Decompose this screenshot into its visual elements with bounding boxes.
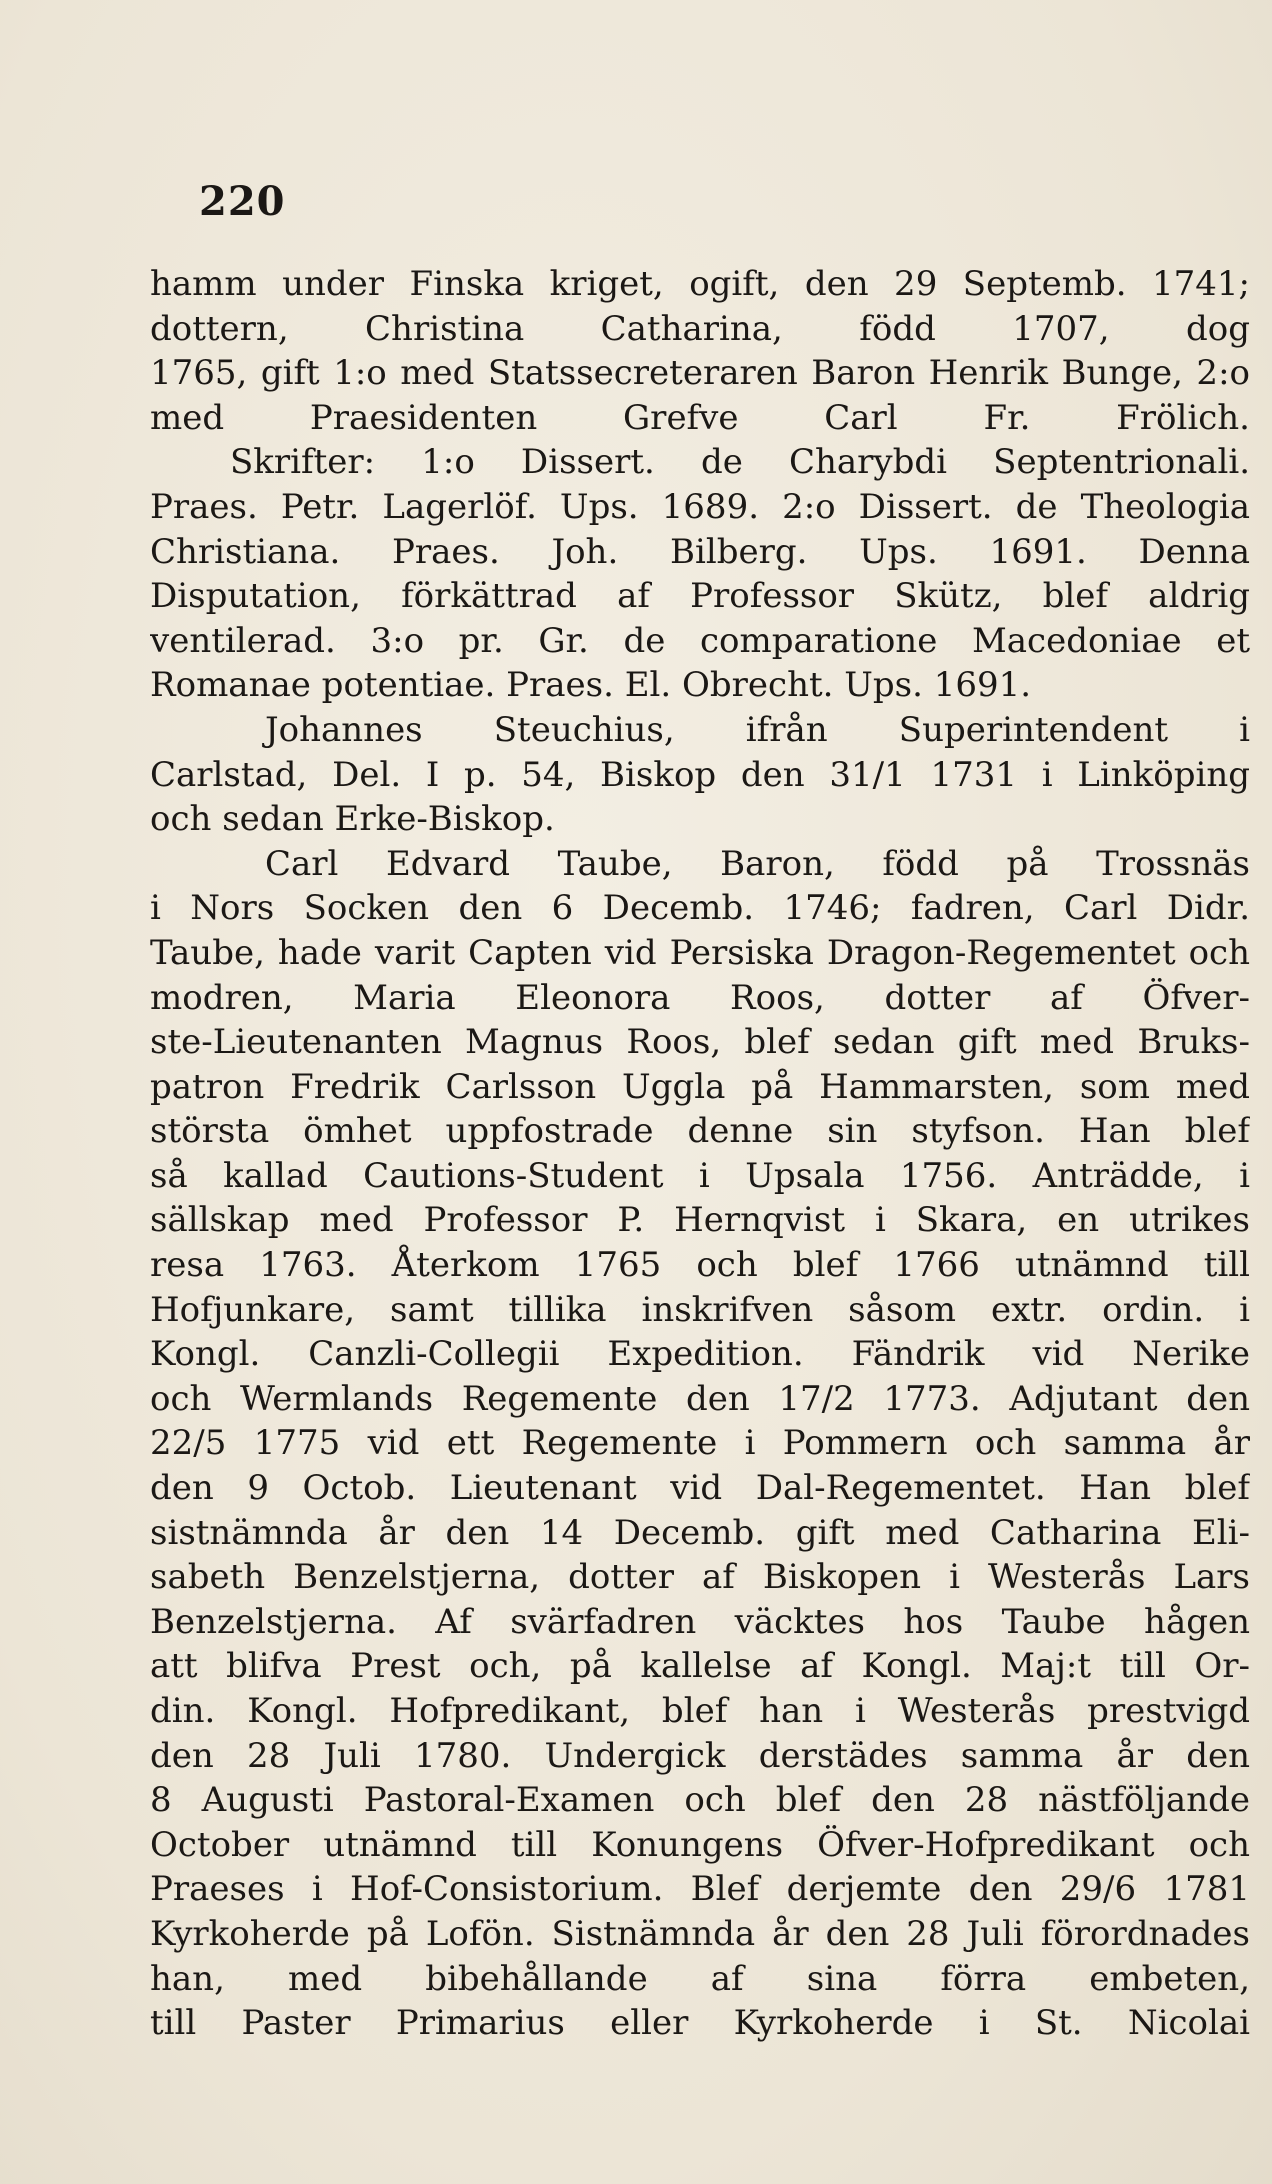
text-line: sabeth Benzelstjerna, dotter af Biskopen i Westerås Lars: [150, 1557, 1250, 1598]
text-line: största ömhet uppfostrade denne sin styfson. Han blef: [150, 1111, 1250, 1152]
text-line: patron Fredrik Carlsson Uggla på Hammarsten, som med: [150, 1066, 1250, 1107]
text-line: att blifva Prest och, på kallelse af Kongl. Maj:t till Or-: [150, 1646, 1250, 1687]
text-line: Johannes Steuchius, ifrån Superintendent i: [265, 709, 1250, 750]
text-line: så kallad Cautions-Student i Upsala 1756. Anträdde, i: [150, 1155, 1250, 1196]
text-line: 22/5 1775 vid ett Regemente i Pommern och samma år: [150, 1423, 1250, 1464]
text-line: October utnämnd till Konungens Öfver-Hofpredikant och: [150, 1824, 1250, 1865]
text-line: den 9 Octob. Lieutenant vid Dal-Regementet. Han blef: [150, 1468, 1250, 1509]
text-line: resa 1763. Återkom 1765 och blef 1766 utnämnd till: [150, 1245, 1250, 1286]
text-line: Taube, hade varit Capten vid Persiska Dragon-Regementet och modren, Maria Eleonora Roos, dotter af Öfver-: [150, 932, 1250, 1018]
text-line: Romanae potentiae. Praes. El. Obrecht. Ups. 1691.: [150, 665, 1032, 706]
text-line: Carl Edvard Taube, Baron, född på Trossnäs: [265, 843, 1250, 884]
text-line: Kongl. Canzli-Collegii Expedition. Fändrik vid Nerike: [150, 1334, 1250, 1375]
text-line: Benzelstjerna. Af svärfadren väcktes hos Taube hågen: [150, 1601, 1250, 1642]
text-line: 8 Augusti Pastoral-Examen och blef den 28 nästföljande: [150, 1780, 1250, 1821]
text-line: den 28 Juli 1780. Undergick derstädes samma år den: [150, 1735, 1250, 1776]
text-line: Carlstad, Del. I p. 54, Biskop den 31/1 1731 i Linköping: [150, 754, 1250, 795]
text-line: i Nors Socken den 6 Decemb. 1746; fadren, Carl Didr.: [150, 888, 1250, 929]
text-line: och sedan Erke-Biskop.: [150, 799, 555, 840]
text-line: hamm under Finska kriget, ogift, den 29 Septemb. 1741;: [150, 264, 1250, 304]
text-line: ventilerad. 3:o pr. Gr. de comparatione Macedoniae et: [150, 620, 1250, 661]
text-line: till Paster Primarius eller Kyrkoherde i St. Nicolai: [150, 2003, 1250, 2044]
text-line: sistnämnda år den 14 Decemb. gift med Catharina Eli-: [150, 1512, 1250, 1553]
text-line: Kyrkoherde på Lofön. Sistnämnda år den 28 Juli förordnades han, med bibehållande af sina förra embeten,: [150, 1913, 1250, 1999]
text-line: din. Kongl. Hofpredikant, blef han i Westerås prestvigd: [150, 1691, 1250, 1731]
body-text: [150, 262, 1250, 2046]
text-line: Praes. Petr. Lagerlöf. Ups. 1689. 2:o Dissert. de Theologia Christiana. Praes. Joh. Bilberg. Ups. 1691. Denna: [150, 486, 1250, 572]
page-number: 220: [199, 178, 286, 225]
text-line: Disputation, förkättrad af Professor Skütz, blef aldrig: [150, 576, 1250, 617]
text-line: sällskap med Professor P. Hernqvist i Skara, en utrikes: [150, 1200, 1250, 1241]
text-line: Skrifter: 1:o Dissert. de Charybdi Septentrionali.: [230, 442, 1250, 483]
text-line: dottern, Christina Catharina, född 1707, dog: [150, 308, 1250, 349]
text-line: Praeses i Hof-Consistorium. Blef derjemte den 29/6 1781: [150, 1869, 1250, 1910]
text-line: Hofjunkare, samt tillika inskrifven såsom extr. ordin. i: [150, 1289, 1250, 1330]
text-line: 1765, gift 1:o med Statssecreteraren Baron Henrik Bunge, 2:o med Praesidenten Grefve Carl Fr. Frölich.: [150, 353, 1250, 438]
text-line: och Wermlands Regemente den 17/2 1773. Adjutant den: [150, 1378, 1250, 1419]
text-line: ste-Lieutenanten Magnus Roos, blef sedan gift med Bruks-: [150, 1022, 1250, 1063]
